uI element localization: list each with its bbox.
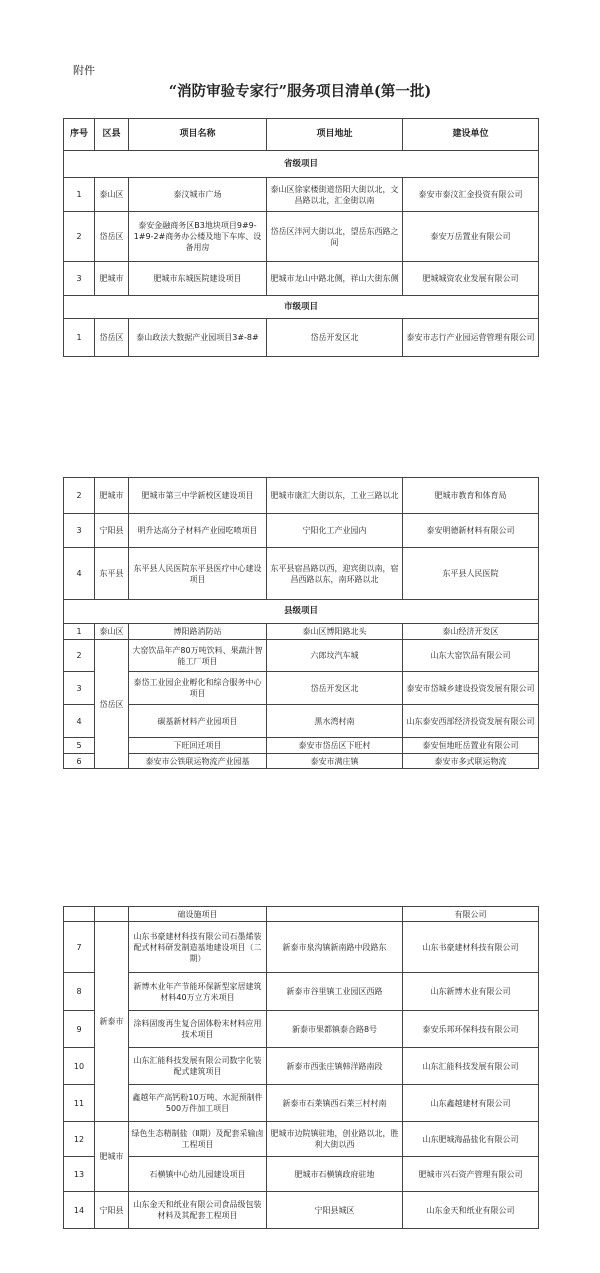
cell-name: 山东金天和纸业有限公司食品级包装材料及其配套工程项目 — [129, 1192, 267, 1229]
cell-no: 4 — [64, 548, 95, 600]
section-county: 县级项目 — [64, 600, 539, 624]
cell-name: 大窑饮品年产80万吨饮料、果蔬汁智能工厂项目 — [129, 640, 267, 672]
cell-address: 宁阳县城区 — [267, 1192, 403, 1229]
cell-builder: 泰安市志行产业园运营管理有限公司 — [403, 319, 539, 357]
attachment-label: 附件 — [73, 64, 95, 77]
table-row — [64, 922, 539, 973]
cell-builder: 泰安市岱城乡建设投资发展有限公司 — [403, 672, 539, 705]
cell-address: 宁阳化工产业园内 — [267, 514, 403, 548]
cell-address: 岱岳开发区北 — [267, 672, 403, 705]
cell-name: 泰山政法大数据产业园项目3#-8# — [129, 319, 267, 357]
cell-name: 新博木业年产节能环保新型家居建筑材料40万立方米项目 — [129, 973, 267, 1011]
cell-no: 11 — [64, 1085, 95, 1122]
cell-address: 新泰市果都镇泰合路8号 — [267, 1011, 403, 1048]
cell-name: 博阳路消防站 — [129, 624, 267, 640]
cell-builder: 山东新博木业有限公司 — [403, 973, 539, 1011]
table-row — [64, 640, 539, 672]
cell-address: 东平县宿昌路以西，迎宾街以南，宿昌西路以东，南环路以北 — [267, 548, 403, 600]
cell-builder: 泰安市泰汶汇金投资有限公司 — [403, 178, 539, 212]
cell-no: 8 — [64, 973, 95, 1011]
cell-builder: 山东泰安西部经济投资发展有限公司 — [403, 705, 539, 738]
page1-table — [63, 118, 539, 357]
cell-address: 新泰市石莱镇西石莱三村村南 — [267, 1085, 403, 1122]
cell-address: 肥城市康汇大街以东，工业三路以北 — [267, 478, 403, 514]
cell-name: 山东汇能科技发展有限公司数字化装配式建筑项目 — [129, 1048, 267, 1085]
cell-no: 3 — [64, 262, 95, 296]
cell-name: 涂料固废再生复合固体粉末材料应用技术项目 — [129, 1011, 267, 1048]
table-row — [64, 319, 539, 357]
cell-no: 3 — [64, 672, 95, 705]
page2-table — [63, 477, 539, 769]
cell-address: 肥城市边院镇驻地，创业路以北，胜利大街以西 — [267, 1122, 403, 1157]
cell-name: 泰岱工业园企业孵化和综合服务中心项目 — [129, 672, 267, 705]
table-row-continued — [64, 907, 539, 922]
cell-county-group: 肥城市 — [95, 1122, 129, 1192]
document-title: “消防审验专家行”服务项目清单(第一批) — [168, 83, 432, 100]
cell-builder: 肥城市兴石资产管理有限公司 — [403, 1157, 539, 1192]
cell-county-group: 岱岳区 — [95, 640, 129, 769]
table-row — [64, 1048, 539, 1085]
cell-name: 泰安金融商务区B3地块项目9#9-1#9-2#商务办公楼及地下车库、设备用房 — [129, 212, 267, 262]
cell-address: 岱岳区泮河大街以北，望岳东西路之间 — [267, 212, 403, 262]
cell-name: 肥城市第三中学新校区建设项目 — [129, 478, 267, 514]
cell-builder: 山东汇能科技发展有限公司 — [403, 1048, 539, 1085]
table-row — [64, 1085, 539, 1122]
cell-name: 绿色生态精制盐（Ⅱ期）及配套采输卤工程项目 — [129, 1122, 267, 1157]
section-provincial: 省级项目 — [64, 151, 539, 178]
cell-builder: 泰安万岳置业有限公司 — [403, 212, 539, 262]
cell-no: 10 — [64, 1048, 95, 1085]
cell-name: 东平县人民医院东平县医疗中心建设项目 — [129, 548, 267, 600]
cell-address: 肥城市龙山中路北侧，祥山大街东侧 — [267, 262, 403, 296]
cell-builder: 山东肥城海晶盐化有限公司 — [403, 1122, 539, 1157]
cell-address: 泰安市岱岳区下旺村 — [267, 738, 403, 754]
cell-address: 岱岳开发区北 — [267, 319, 403, 357]
cell-builder: 山东书豪建材科技有限公司 — [403, 922, 539, 973]
cell-no: 1 — [64, 178, 95, 212]
cell-builder: 泰安明德新材料有限公司 — [403, 514, 539, 548]
cell-name: 明升达高分子材料产业园吃喷项目 — [129, 514, 267, 548]
cell-builder: 泰安恒地旺岳置业有限公司 — [403, 738, 539, 754]
cell-county — [95, 907, 129, 922]
cell-builder: 山东鑫越建材有限公司 — [403, 1085, 539, 1122]
cell-address: 新泰市西张庄镇韩洋路南段 — [267, 1048, 403, 1085]
cell-no: 1 — [64, 624, 95, 640]
cell-name: 肥城市东城医院建设项目 — [129, 262, 267, 296]
table-row — [64, 754, 539, 769]
cell-address: 六郎坟汽车城 — [267, 640, 403, 672]
table-row — [64, 705, 539, 738]
page3-table — [63, 906, 539, 1229]
cell-no: 2 — [64, 212, 95, 262]
cell-address: 泰山区徐家楼街道岱阳大街以北，文昌路以北，汇金街以南 — [267, 178, 403, 212]
cell-builder: 山东大窑饮品有限公司 — [403, 640, 539, 672]
table-row — [64, 548, 539, 600]
cell-county: 肥城市 — [95, 262, 129, 296]
cell-address: 新泰市泉沟镇新南路中段路东 — [267, 922, 403, 973]
cell-county: 岱岳区 — [95, 212, 129, 262]
table-row — [64, 1192, 539, 1229]
cell-no: 1 — [64, 319, 95, 357]
cell-no: 5 — [64, 738, 95, 754]
cell-name: 泰汶城市广场 — [129, 178, 267, 212]
table-row — [64, 514, 539, 548]
cell-no — [64, 907, 95, 922]
cell-builder: 山东金天和纸业有限公司 — [403, 1192, 539, 1229]
cell-name: 下旺回迁项目 — [129, 738, 267, 754]
cell-no: 14 — [64, 1192, 95, 1229]
section-municipal: 市级项目 — [64, 296, 539, 319]
cell-address: 泰山区博阳路北头 — [267, 624, 403, 640]
cell-name: 碳基新材料产业园项目 — [129, 705, 267, 738]
cell-builder: 肥城市教育和体育局 — [403, 478, 539, 514]
table-row — [64, 178, 539, 212]
cell-builder: 肥城城资农业发展有限公司 — [403, 262, 539, 296]
table-row — [64, 1011, 539, 1048]
cell-county: 宁阳县 — [95, 1192, 129, 1229]
cell-builder: 泰山经济开发区 — [403, 624, 539, 640]
cell-name: 泰安市公铁联运物流产业园基 — [129, 754, 267, 769]
cell-county: 宁阳县 — [95, 514, 129, 548]
table-row — [64, 1122, 539, 1157]
table-row — [64, 672, 539, 705]
cell-address: 肥城市石横镇政府驻地 — [267, 1157, 403, 1192]
cell-address — [267, 907, 403, 922]
cell-county: 东平县 — [95, 548, 129, 600]
header-builder: 建设单位 — [403, 119, 539, 151]
table-row — [64, 478, 539, 514]
cell-name: 础设施项目 — [129, 907, 267, 922]
cell-no: 7 — [64, 922, 95, 973]
cell-no: 12 — [64, 1122, 95, 1157]
cell-no: 2 — [64, 640, 95, 672]
cell-no: 4 — [64, 705, 95, 738]
cell-address: 新泰市谷里镇工业园区西路 — [267, 973, 403, 1011]
header-county: 区县 — [95, 119, 129, 151]
cell-no: 13 — [64, 1157, 95, 1192]
header-name: 项目名称 — [129, 119, 267, 151]
cell-county: 泰山区 — [95, 624, 129, 640]
table-row — [64, 738, 539, 754]
cell-county-group: 新泰市 — [95, 922, 129, 1122]
cell-no: 3 — [64, 514, 95, 548]
cell-builder: 东平县人民医院 — [403, 548, 539, 600]
cell-name: 石横镇中心幼儿园建设项目 — [129, 1157, 267, 1192]
cell-no: 2 — [64, 478, 95, 514]
cell-builder: 有限公司 — [403, 907, 539, 922]
cell-address: 泰安市满庄镇 — [267, 754, 403, 769]
cell-builder: 泰安乐邦环保科技有限公司 — [403, 1011, 539, 1048]
table-row — [64, 973, 539, 1011]
cell-county: 泰山区 — [95, 178, 129, 212]
table-row — [64, 212, 539, 262]
table-row — [64, 1157, 539, 1192]
cell-no: 6 — [64, 754, 95, 769]
cell-no: 9 — [64, 1011, 95, 1048]
cell-address: 黑水湾村南 — [267, 705, 403, 738]
cell-builder: 泰安市多式联运物流 — [403, 754, 539, 769]
cell-county: 肥城市 — [95, 478, 129, 514]
cell-name: 鑫越年产高钙粉10万吨、水泥预制件500万件加工项目 — [129, 1085, 267, 1122]
table-row — [64, 262, 539, 296]
table-row — [64, 624, 539, 640]
header-no: 序号 — [64, 119, 95, 151]
cell-county: 岱岳区 — [95, 319, 129, 357]
header-address: 项目地址 — [267, 119, 403, 151]
cell-name: 山东书豪建材科技有限公司石墨烯装配式材料研发制造基地建设项目（二期） — [129, 922, 267, 973]
